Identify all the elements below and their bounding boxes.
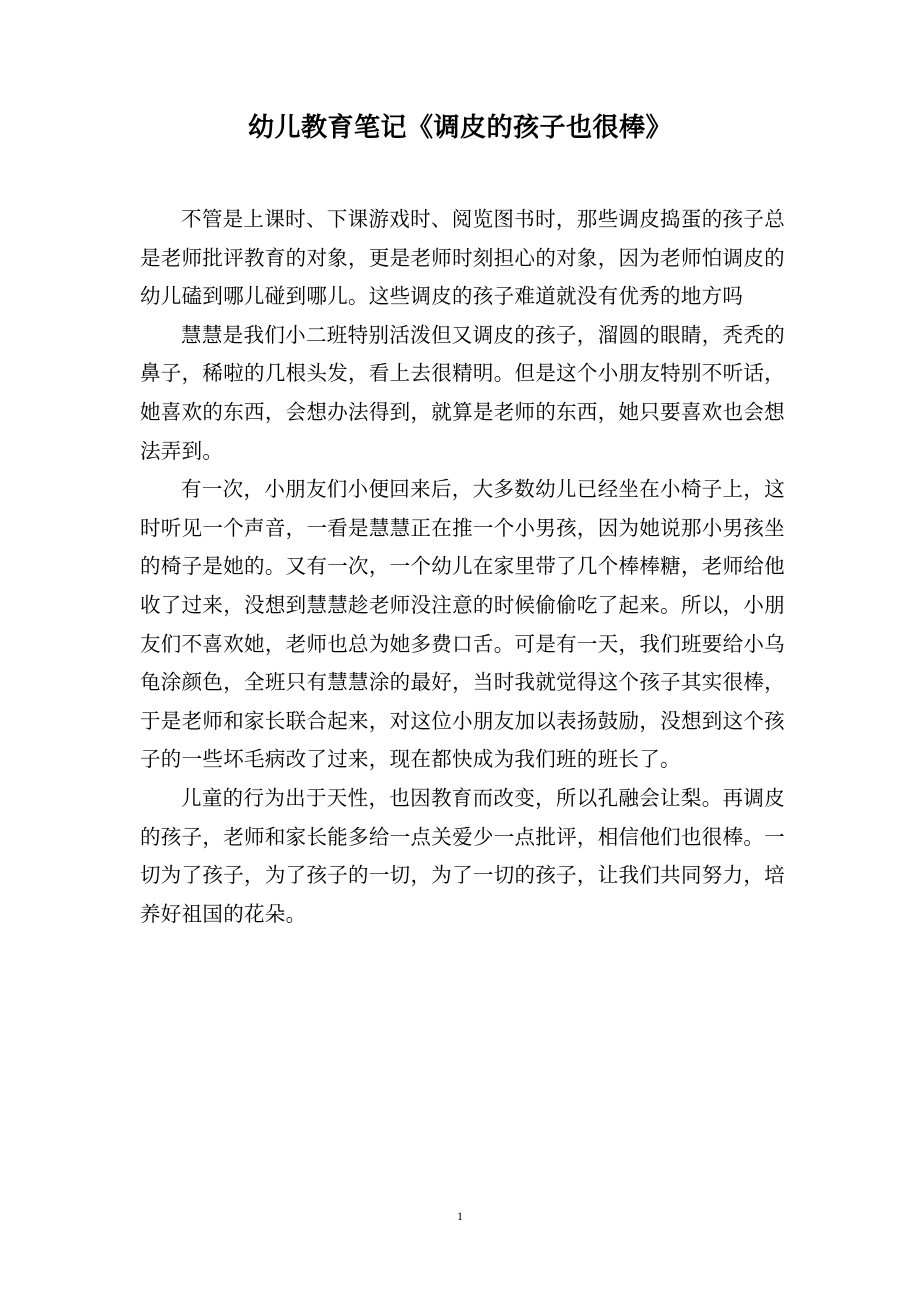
paragraph-3: 有一次，小朋友们小便回来后，大多数幼儿已经坐在小椅子上，这时听见一个声音，一看是慧慧正在推一个小男孩，因为她说那小男孩坐的椅子是她的。又有一次，一个幼儿在家里带了几个棒棒糖，老师给他收了过来，没想到慧慧趁老师没注意的时候偷偷吃了起来。所以，小朋友们不喜欢她，老师也总为她多费口舌。可是有一天，我们班要给小乌龟涂颜色，全班只有慧慧涂的最好，当时我就觉得这个孩子其实很棒，于是老师和家长联合起来，对这位小朋友加以表扬鼓励，没想到这个孩子的一些坏毛病改了过来，现在都快成为我们班的班长了。 [140,477,785,772]
page-number: 1 [457,1209,463,1223]
paragraph-4: 儿童的行为出于天性，也因教育而改变，所以孔融会让梨。再调皮的孩子，老师和家长能多给一点关爱少一点批评，相信他们也很棒。一切为了孩子，为了孩子的一切，为了一切的孩子，让我们共同努力，培养好祖国的花朵。 [140,785,785,926]
document-body [140,200,785,933]
paragraph-2: 慧慧是我们小二班特别活泼但又调皮的孩子，溜圆的眼睛，秃秃的鼻子，稀啦的几根头发，看上去很精明。但是这个小朋友特别不听话，她喜欢的东西，会想办法得到，就算是老师的东西，她只要喜欢也会想法弄到。 [140,322,785,463]
paragraph-1: 不管是上课时、下课游戏时、阅览图书时，那些调皮捣蛋的孩子总是老师批评教育的对象，更是老师时刻担心的对象，因为老师怕调皮的幼儿磕到哪儿碰到哪儿。这些调皮的孩子难道就没有优秀的地方吗 [140,207,785,309]
document-title: 幼儿教育笔记《调皮的孩子也很棒》 [247,113,672,143]
